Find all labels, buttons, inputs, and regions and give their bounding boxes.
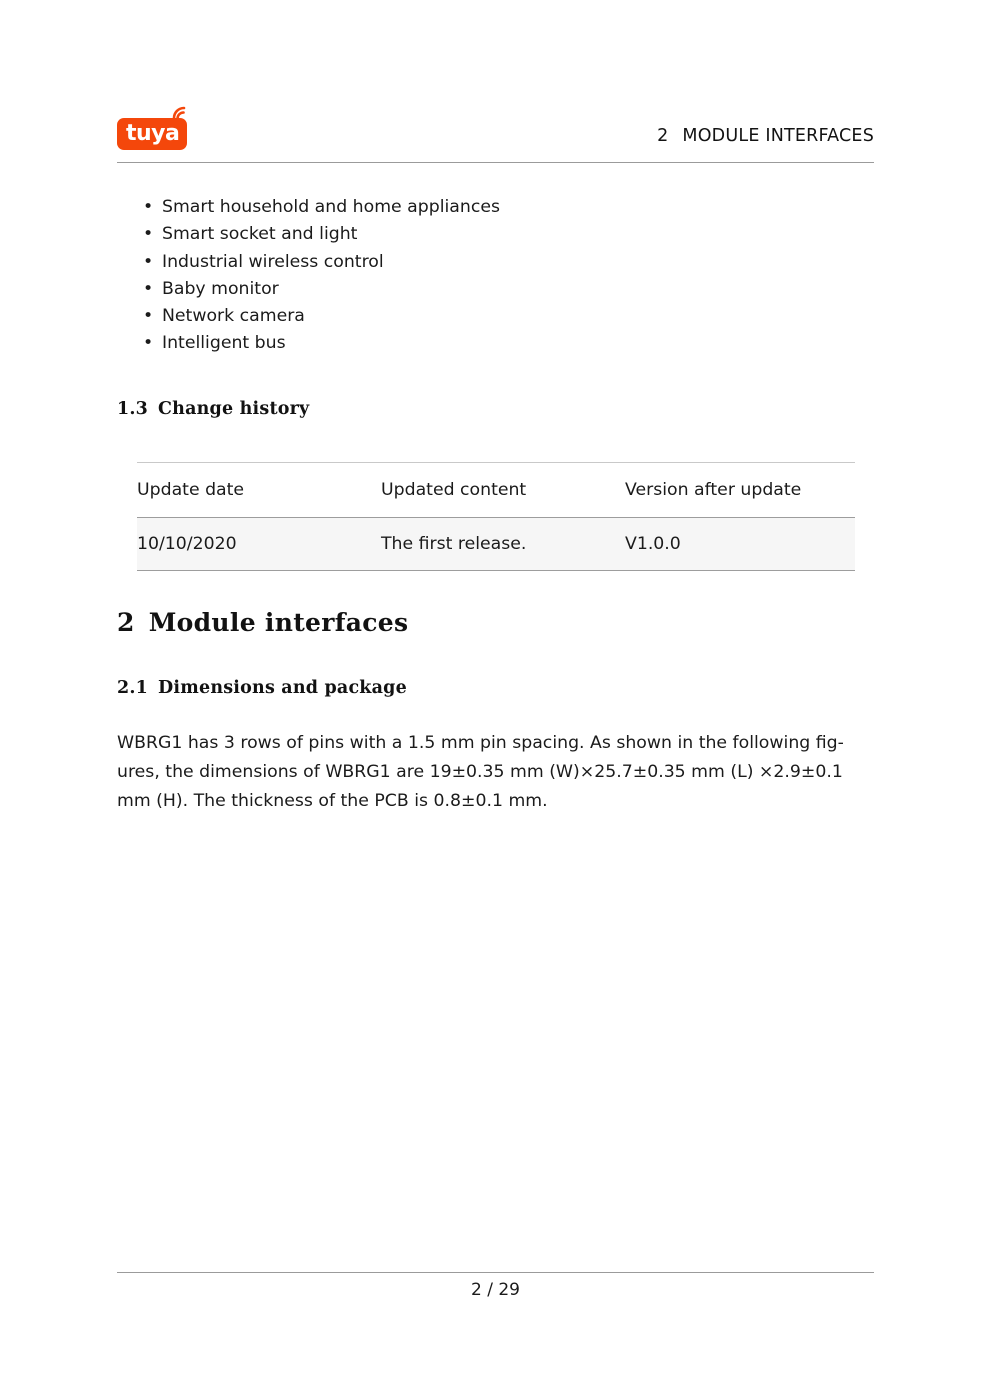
application-bullet-list (139, 194, 500, 358)
bullet-marker: • (143, 251, 154, 272)
paragraph-line: ures, the dimensions of WBRG1 are 19±0.35 mm (W)×25.7±0.35 mm (L) ×2.9±0.1 (117, 761, 843, 782)
wifi-arc-icon (169, 101, 193, 125)
column-header-update-date: Update date (137, 480, 245, 500)
table-row (137, 518, 855, 570)
table-header-row (137, 463, 855, 517)
list-item-text: Industrial wireless control (162, 251, 384, 272)
paragraph-line: WBRG1 has 3 rows of pins with a 1.5 mm pin spacing. As shown in the following fig- (117, 733, 844, 753)
bullet-marker: • (143, 224, 154, 245)
page-number: 2 / 29 (471, 1280, 520, 1300)
heading-text: Change history (158, 399, 310, 419)
list-item-text: Smart socket and light (162, 224, 358, 245)
cell-updated-content: The first release. (381, 534, 527, 554)
bullet-marker: • (143, 278, 154, 299)
header-chapter-label: MODULE INTERFACES (682, 126, 874, 146)
body-paragraph (117, 729, 877, 815)
cell-update-date: 10/10/2020 (137, 534, 237, 554)
heading-number: 1.3 (117, 399, 149, 419)
header-divider (117, 162, 874, 163)
list-item (139, 330, 500, 357)
column-header-version-after-update: Version after update (625, 480, 802, 500)
cell-version-after-update: V1.0.0 (625, 534, 681, 554)
page-header (117, 108, 874, 163)
change-history-table (137, 462, 855, 571)
list-item (139, 249, 500, 276)
heading-number: 2.1 (117, 678, 149, 698)
list-item-text: Baby monitor (162, 278, 279, 299)
header-chapter-title (657, 126, 874, 146)
header-chapter-number: 2 (657, 126, 669, 146)
list-item-text: Network camera (162, 306, 305, 327)
paragraph-line: mm (H). The thickness of the PCB is 0.8±0.1 mm. (117, 790, 548, 811)
bullet-marker: • (143, 197, 154, 217)
table-rule-bottom (137, 570, 855, 571)
logo-wordmark: tuya (126, 121, 180, 146)
list-item (139, 276, 500, 303)
heading-change-history (117, 399, 309, 419)
bullet-marker: • (143, 333, 154, 354)
list-item (139, 303, 500, 330)
list-item-text: Smart household and home appliances (162, 197, 500, 217)
heading-number: 2 (117, 608, 135, 637)
list-item (139, 221, 500, 248)
footer-divider (117, 1272, 874, 1273)
column-header-updated-content: Updated content (381, 480, 527, 500)
list-item (139, 194, 500, 221)
bullet-marker: • (143, 306, 154, 327)
list-item-text: Intelligent bus (162, 333, 286, 354)
heading-text: Dimensions and package (158, 678, 407, 698)
heading-text: Module interfaces (148, 608, 409, 637)
heading-dimensions-and-package (117, 678, 407, 698)
heading-module-interfaces (117, 608, 408, 637)
